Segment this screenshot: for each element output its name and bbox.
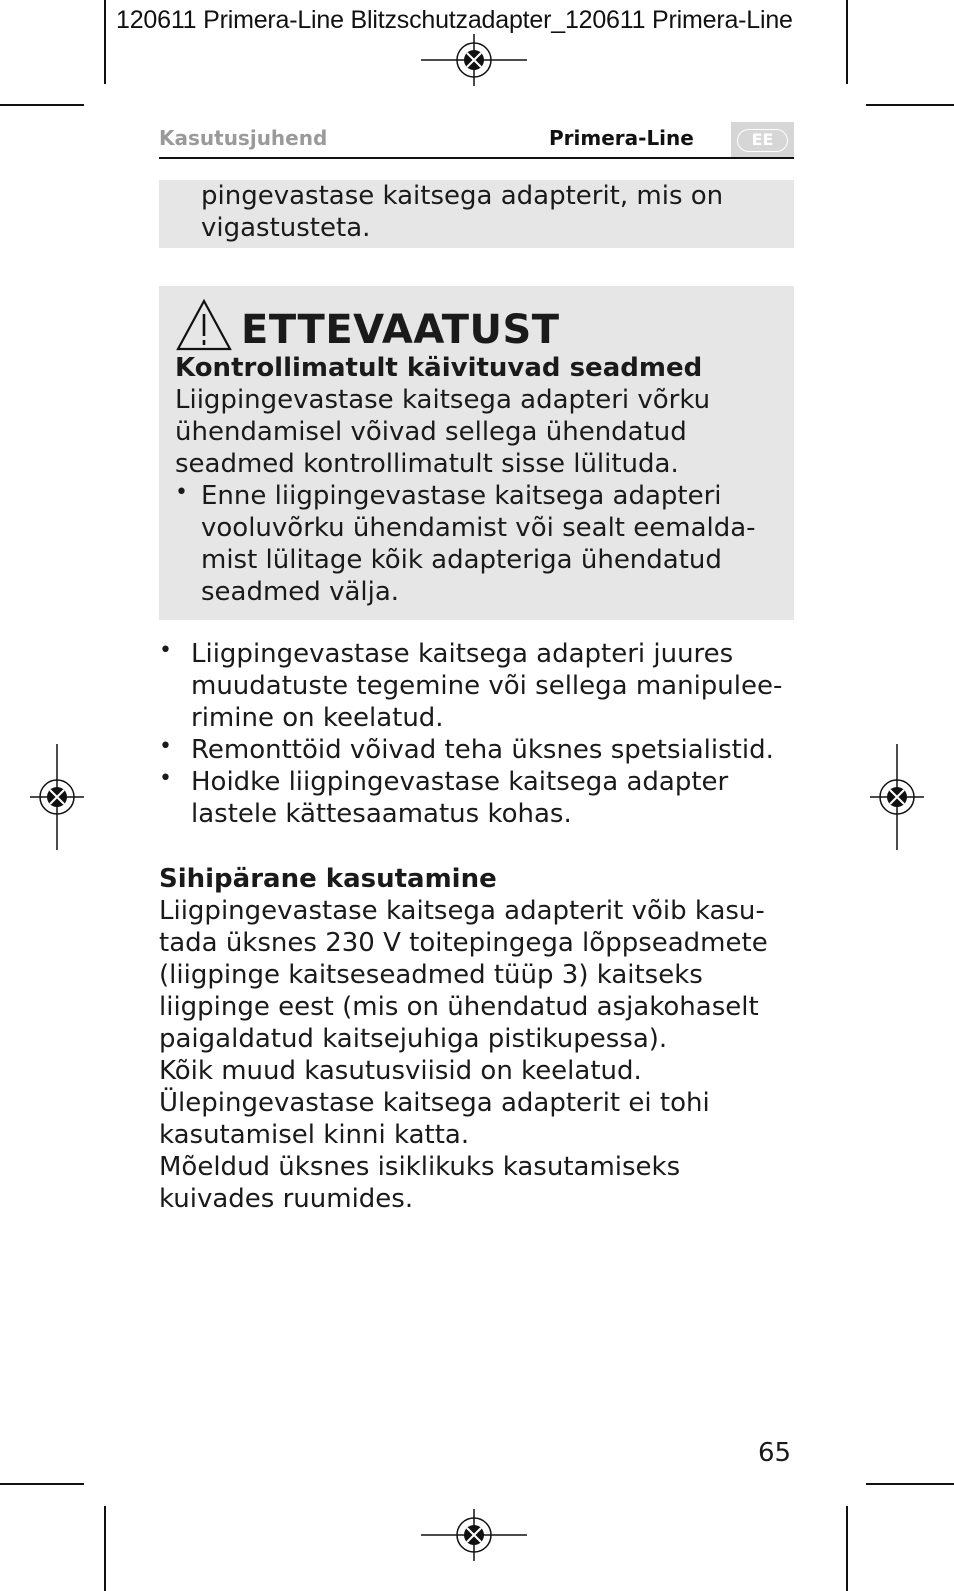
registration-mark-icon (421, 34, 527, 86)
intro-box (159, 180, 794, 248)
warning-subtitle: Kontrollimatult käivituvad seadmed (175, 353, 703, 383)
crop-mark (866, 104, 954, 106)
list-item-line: muudatuste tegemine või sellega manipulee- (191, 671, 783, 701)
list-item (159, 766, 799, 830)
list-item-line: rimine on keelatud. (191, 703, 444, 733)
print-slug-line: 120611 Primera-Line Blitzschutzadapter_120611 Primera-Line (116, 6, 793, 34)
warning-title: ETTEVAATUST (241, 307, 560, 353)
crop-mark (846, 0, 848, 84)
list-item-line: • Hoidke liigpingevastase kaitsega adapter (191, 767, 729, 797)
warning-triangle-icon (175, 298, 233, 352)
manual-label: Kasutusjuhend (159, 126, 328, 150)
paragraph-line: Kõik muud kasutusviisid on keelatud. (159, 1056, 642, 1086)
header-divider (159, 157, 794, 159)
paragraph-line: paigaldatud kaitsejuhiga pistikupessa). (159, 1024, 668, 1054)
language-code: EE (737, 129, 788, 152)
brand-name: Primera-Line (549, 126, 694, 150)
paragraph-line: (liigpinge kaitseseadmed tüüp 3) kaitseks (159, 960, 703, 990)
crop-mark (104, 0, 106, 84)
list-item-line: • Remonttöid võivad teha üksnes spetsialistid. (191, 735, 774, 765)
warning-text-line: ühendamisel võivad sellega ühendatud (175, 417, 687, 447)
paragraph-line: kasutamisel kinni katta. (159, 1120, 470, 1150)
crop-mark (0, 1483, 84, 1485)
registration-mark-icon (30, 744, 84, 850)
intro-line: vigastusteta. (201, 213, 371, 243)
warning-bullet-line: seadmed välja. (201, 577, 400, 607)
registration-mark-icon (870, 744, 924, 850)
crop-mark (0, 104, 84, 106)
paragraph-line: Ülepingevastase kaitsega adapterit ei tohi (159, 1088, 710, 1118)
list-item (159, 638, 799, 734)
warning-bullet-line: mist lülitage kõik adapteriga ühendatud (201, 545, 722, 575)
list-item (159, 734, 799, 766)
crop-mark (104, 1506, 106, 1591)
warning-bullet-line: • Enne liigpingevastase kaitsega adapteri (201, 481, 722, 511)
page-number: 65 (758, 1438, 792, 1468)
safety-bullet-list (159, 638, 799, 830)
paragraph-line: kuivades ruumides. (159, 1184, 414, 1214)
warning-text-line: seadmed kontrollimatult sisse lülituda. (175, 449, 679, 479)
crop-mark (866, 1483, 954, 1485)
paragraph-line: tada üksnes 230 V toitepingega lõppseadmete (159, 928, 768, 958)
warning-bullet-line: vooluvõrku ühendamist või sealt eemalda- (201, 513, 756, 543)
paragraph-line: Mõeldud üksnes isiklikuks kasutamiseks (159, 1152, 681, 1182)
section-heading: Sihipärane kasutamine (159, 864, 497, 894)
warning-header (175, 286, 778, 352)
intro-line: pingevastase kaitsega adapterit, mis on (201, 181, 724, 211)
paragraph-line: Liigpingevastase kaitsega adapterit võib kasu- (159, 896, 765, 926)
crop-mark (846, 1506, 848, 1591)
paragraph-line: liigpinge eest (mis on ühendatud asjakohaselt (159, 992, 759, 1022)
warning-box (159, 286, 794, 620)
intended-use-section (159, 863, 799, 1215)
list-item-line: lastele kättesaamatus kohas. (191, 799, 572, 829)
list-item-line: • Liigpingevastase kaitsega adapteri juures (191, 639, 734, 669)
language-badge (731, 122, 794, 158)
warning-text-line: Liigpingevastase kaitsega adapteri võrku (175, 385, 711, 415)
registration-mark-icon (421, 1509, 527, 1561)
warning-bullet (175, 480, 778, 608)
